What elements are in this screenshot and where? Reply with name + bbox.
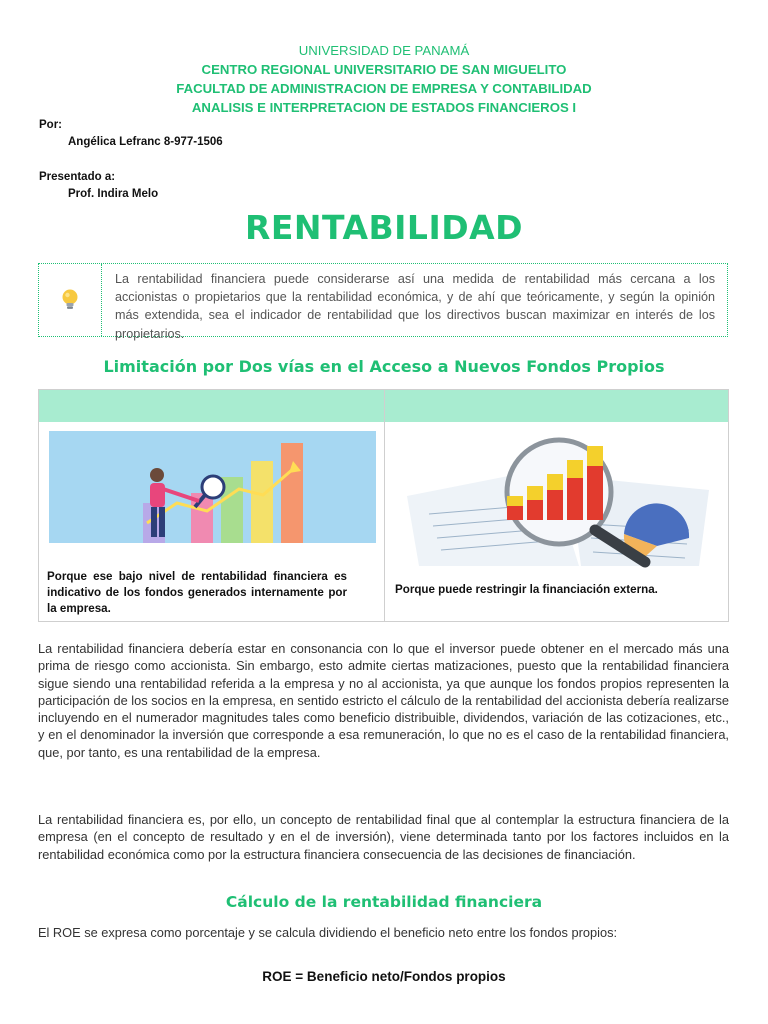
info-callout (38, 263, 728, 341)
roe-formula: ROE = Beneficio neto/Fondos propios (262, 969, 506, 984)
por-label: Por: (39, 119, 62, 131)
author-name: Angélica Lefranc 8-977-1506 (68, 136, 223, 148)
paragraph-roe: El ROE se expresa como porcentaje y se calcula dividiendo el beneficio neto entre los fondos propios: (38, 925, 618, 940)
callout-icon-cell (39, 264, 102, 336)
right-caption: Porque puede restringir la financiación externa. (395, 583, 658, 596)
faculty-name: FACULTAD DE ADMINISTRACION DE EMPRESA Y CONTABILIDAD (176, 81, 592, 96)
document-header (0, 0, 768, 117)
university-name: UNIVERSIDAD DE PANAMÁ (298, 43, 470, 58)
table-column-divider (384, 390, 385, 621)
growth-chart-illustration (49, 431, 376, 559)
course-name: ANALISIS E INTERPRETACION DE ESTADOS FINANCIEROS I (191, 100, 577, 115)
section-title-calculo: Cálculo de la rentabilidad financiera (225, 893, 543, 911)
lightbulb-icon (59, 288, 81, 312)
presentado-label: Presentado a: (39, 171, 116, 183)
limitation-table (38, 389, 729, 622)
regional-center: CENTRO REGIONAL UNIVERSITARIO DE SAN MIGUELITO (201, 62, 567, 77)
page-title: RENTABILIDAD (244, 208, 524, 247)
magnifier-chart-illustration (399, 434, 719, 569)
section-title-limitacion: Limitación por Dos vías en el Acceso a Nuevos Fondos Propios (103, 357, 665, 376)
paragraph-concepto-final: La rentabilidad financiera es, por ello, un concepto de rentabilidad final que al contemplar la estructura financiera de la empresa (en el concepto de resultado y en el de inversión), viene determinada tanto por los factores incluidos en la rentabilidad económica como por la estructura financiera consecuencia de las decisiones de financiación. (38, 812, 729, 862)
left-caption: Porque ese bajo nivel de rentabilidad financiera es indicativo de los fondos generados internamente por la empresa. (47, 570, 347, 615)
paragraph-consonancia: La rentabilidad financiera debería estar en consonancia con lo que el inversor puede obtener en el mercado más una prima de riesgo como accionista. Sin embargo, esto admite ciertas matizaciones, puesto que la rentabilidad financiera sigue siendo una rentabilidad referida a la empresa y no al accionista, ya que aunque los fondos propios representen la participación de los socios en la empresa, en sentido estricto el cálculo de la rentabilidad del accionista debería realizarse incluyendo en el numerador magnitudes tales como beneficio distribuible, dividendos, variación de las cotizaciones, etc., y en el denominador la inversión que corresponde a esa remuneración, lo que no es el caso de la rentabilidad financiera, que, por tanto, es una rentabilidad de la empresa. (38, 641, 729, 760)
callout-text: La rentabilidad financiera puede considerarse así una medida de rentabilidad más cercana a los accionistas o propietarios que la rentabilidad económica, y de ahí que teóricamente, y según la opinión más extendida, sea el indicador de rentabilidad que los directivos buscan maximizar en interés de los propietarios. (115, 272, 715, 341)
professor-name: Prof. Indira Melo (68, 188, 159, 200)
